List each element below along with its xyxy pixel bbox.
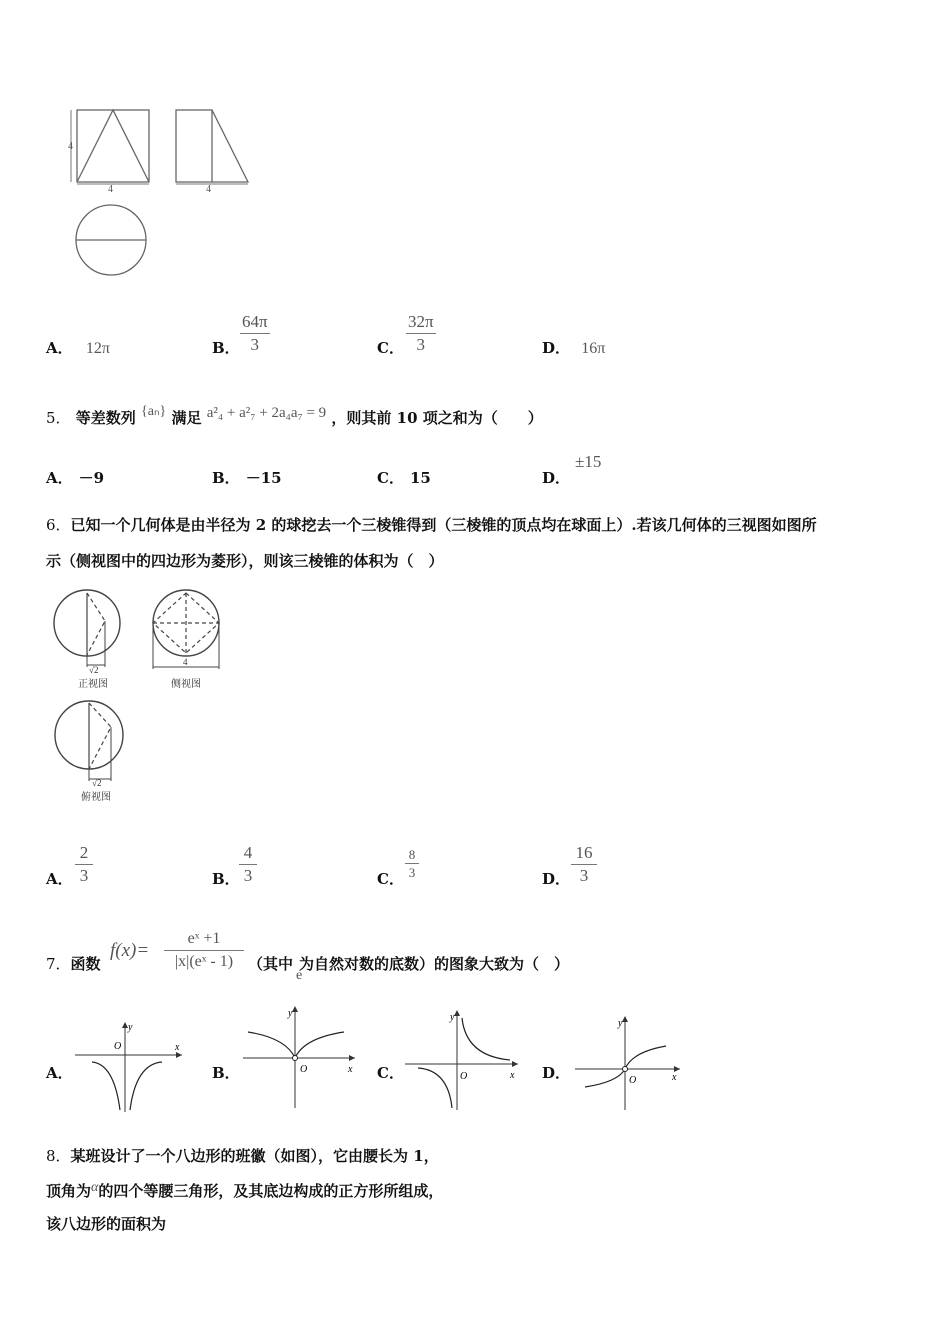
svg-text:O: O bbox=[114, 1041, 122, 1052]
q5-option-b[interactable]: B． －15 bbox=[212, 469, 282, 487]
q7-graph-a bbox=[70, 1018, 190, 1116]
q6-option-a-letter[interactable]: A． bbox=[46, 870, 73, 888]
q8-question-line2: 顶角为α的四个等腰三角形，及其底边构成的正方形所组成， bbox=[46, 1180, 444, 1200]
q5-option-a[interactable]: A． －9 bbox=[46, 469, 105, 487]
q5-question: 5． 等差数列 {aₙ} 满足 a²₄ + a²₇ + 2a₄a₇ = 9 ，则其前 10 项之和为（ ） bbox=[46, 404, 543, 427]
q8-question-line1: 8．某班设计了一个八边形的班徽（如图），它由腰长为 1， bbox=[46, 1147, 439, 1165]
q4-dim-height: 4 bbox=[68, 141, 73, 152]
q6-option-d-fraction: 16 3 bbox=[571, 842, 597, 887]
svg-text:y: y bbox=[128, 1022, 133, 1033]
q6-option-c-fraction: 8 3 bbox=[405, 846, 419, 881]
q4-side-rect bbox=[176, 110, 212, 182]
q6-front-dim: √2 bbox=[89, 665, 99, 675]
q6-option-a-fraction: 2 3 bbox=[75, 842, 93, 887]
q5-option-d-letter[interactable]: D． bbox=[542, 469, 571, 487]
q6-top-caption: 俯视图 bbox=[81, 792, 111, 803]
q7-fx: f(x)= bbox=[110, 940, 150, 961]
q4-option-a[interactable]: A． 12π bbox=[46, 339, 110, 357]
q6-question-line2: 示（侧视图中的四边形为菱形），则该三棱锥的体积为（ ） bbox=[46, 552, 444, 570]
q6-option-b-letter[interactable]: B． bbox=[212, 870, 240, 888]
q7-option-c[interactable]: C． bbox=[377, 1064, 404, 1082]
q4-three-view-figure bbox=[60, 100, 260, 280]
svg-text:y: y bbox=[450, 1012, 455, 1023]
svg-text:O: O bbox=[300, 1064, 308, 1075]
q4-side-triangle bbox=[212, 110, 248, 182]
q4-option-c-letter[interactable]: C． bbox=[377, 339, 404, 357]
q6-option-d-letter[interactable]: D． bbox=[542, 870, 571, 888]
q8-question-line3: 该八边形的面积为 bbox=[46, 1215, 167, 1233]
svg-text:x: x bbox=[348, 1064, 353, 1075]
q7-option-d[interactable]: D． bbox=[542, 1064, 571, 1082]
q6-question-line1: 6．已知一个几何体是由半径为 2 的球挖去一个三棱锥得到（三棱锥的顶点均在球面上）.若该几何体的三视图如图所 bbox=[46, 516, 817, 534]
svg-text:x: x bbox=[175, 1042, 180, 1053]
q5-condition: a²₄ + a²₇ + 2a₄a₇ = 9 bbox=[206, 405, 327, 421]
q7-function-fraction: eˣ +1 |x|(eˣ - 1) bbox=[164, 928, 244, 973]
q7-graph-d bbox=[570, 1012, 690, 1112]
q5-option-c[interactable]: C． 15 bbox=[377, 469, 431, 487]
q4-front-triangle bbox=[77, 110, 149, 182]
q7-option-b[interactable]: B． bbox=[212, 1064, 240, 1082]
svg-text:x: x bbox=[672, 1072, 677, 1083]
q6-three-view-figure bbox=[45, 585, 245, 810]
q6-side-caption: 侧视图 bbox=[171, 679, 201, 690]
q4-dim-width2: 4 bbox=[206, 184, 211, 195]
q4-option-d[interactable]: D． 16π bbox=[542, 339, 606, 357]
q4-front-square bbox=[77, 110, 149, 182]
q6-option-b-fraction: 4 3 bbox=[239, 842, 257, 887]
q5-sequence: {aₙ} bbox=[141, 404, 167, 419]
svg-text:y: y bbox=[618, 1018, 623, 1029]
q4-option-b-letter[interactable]: B． bbox=[212, 339, 240, 357]
q7-graph-c bbox=[400, 1006, 525, 1112]
q4-option-b-fraction: 64π 3 bbox=[242, 312, 268, 354]
svg-text:O: O bbox=[629, 1075, 637, 1086]
svg-text:y: y bbox=[288, 1008, 293, 1019]
q6-front-caption: 正视图 bbox=[78, 679, 108, 690]
q7-option-a[interactable]: A． bbox=[46, 1064, 73, 1082]
q6-side-dim: 4 bbox=[183, 657, 188, 667]
q7-graph-b bbox=[238, 1002, 363, 1110]
svg-text:x: x bbox=[510, 1070, 515, 1081]
q7-e-symbol: e bbox=[296, 968, 303, 983]
q7-number: 7．函数 bbox=[46, 955, 101, 973]
q5-option-d-value: ±15 bbox=[575, 452, 602, 471]
q6-top-dim: √2 bbox=[92, 778, 102, 788]
q4-option-c-fraction: 32π 3 bbox=[408, 312, 434, 354]
q7-text: （其中 为自然对数的底数）的图象大致为（ ） bbox=[248, 955, 570, 973]
q6-option-c-letter[interactable]: C． bbox=[377, 870, 404, 888]
svg-text:O: O bbox=[460, 1071, 468, 1082]
q4-dim-width1: 4 bbox=[108, 184, 113, 195]
